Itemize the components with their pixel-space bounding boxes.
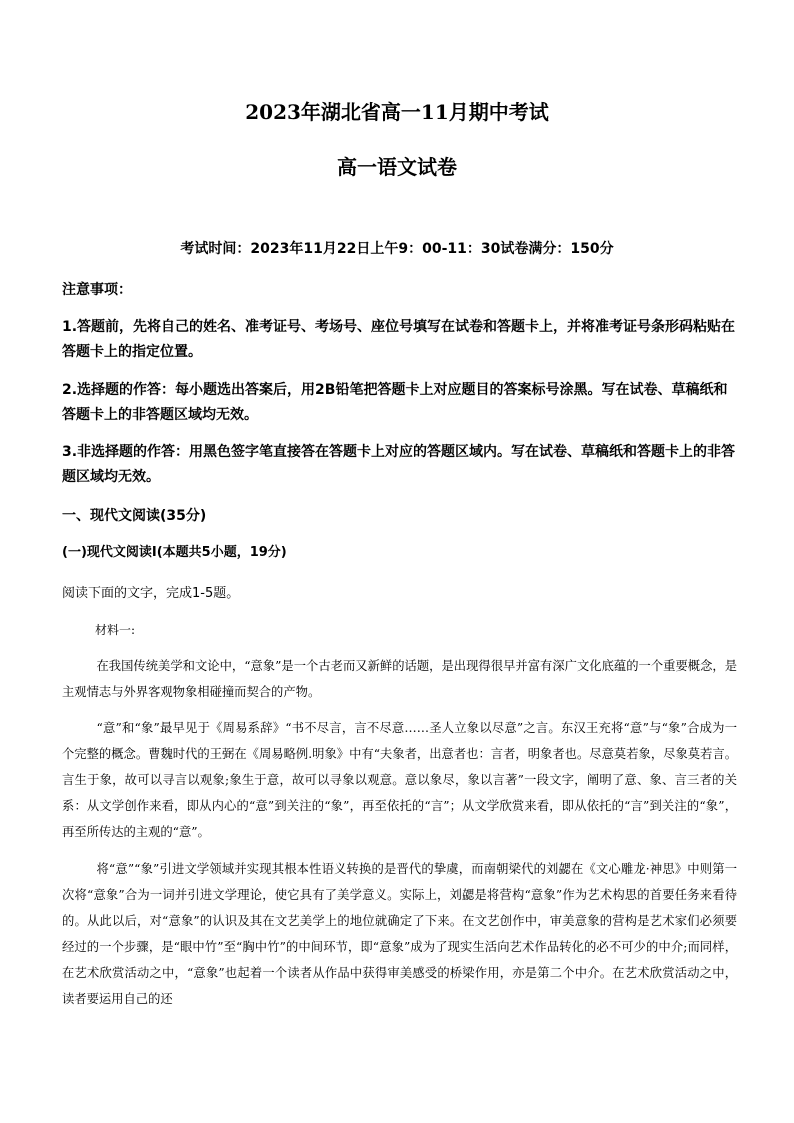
- paper-subtitle: 高一语文试卷: [337, 155, 457, 179]
- material-label: 材料一:: [95, 623, 136, 637]
- subsection-heading: (一)现代文阅读Ⅰ(本题共5小题，19分): [62, 545, 287, 560]
- passage-paragraph-2: “意”和“象”最早见于《周易系辞》“书不尽言，言不尽意……圣人立象以尽意”之言。东汉王充将“意”与“象”合成为一个完整的概念。曹魏时代的王弼在《周易略例.明象》中有“夫象者，出意者也：言者，明象者也。尽意莫若象，尽象莫若言。言生于象，故可以寻言以观象;象生于意，故可以寻象以观意。意以象尽，象以言著”一段文字，阐明了意、象、言三者的关系：从文学创作来看，即从内心的“意”到关注的“象”，再至依托的“言”；从文学欣赏来看，即从依托的“言”到关注的“象”，再至所传达的主观的“意”。: [62, 721, 737, 839]
- passage-paragraph-1: 在我国传统美学和文论中，“意象”是一个古老而又新鲜的话题，是出现得很早并富有深广文化底蕴的一个重要概念，是主观情志与外界客观物象相碰撞而契合的产物。: [62, 659, 737, 699]
- reading-instruction: 阅读下面的文字，完成1-5题。: [62, 586, 240, 601]
- passage-paragraph-3: 将“意”“象”引进文学领域并实现其根本性语义转换的是晋代的挚虞，而南朝梁代的刘勰在《文心雕龙·神思》中则第一次将“意象”合为一词并引进文学理论，使它具有了美学意义。实际上，刘勰是将营构“意象”作为艺术构思的首要任务来看待的。从此以后，对“意象”的认识及其在文艺美学上的地位就确定了下来。在文艺创作中，审美意象的营构是艺术家们必须要经过的一个步骤，是“眼中竹”至“胸中竹”的中间环节，即“意象”成为了现实生活向艺术作品转化的必不可少的中介;而同样，在艺术欣赏活动之中，“意象”也起着一个读者从作品中获得审美感受的桥梁作用，亦是第二个中介。在艺术欣赏活动之中，读者要运用自己的还: [62, 862, 737, 1006]
- notice-item-3: 3.非选择题的作答：用黑色签字笔直接答在答题卡上对应的答题区域内。写在试卷、草稿纸和答题卡上的非答题区域均无效。: [62, 444, 736, 485]
- exam-title: 2023年湖北省高一11月期中考试: [245, 100, 549, 124]
- notice-heading: 注意事项：: [62, 282, 132, 298]
- section-heading: 一、现代文阅读(35分): [62, 508, 207, 524]
- notice-item-1: 1.答题前，先将自己的姓名、准考证号、考场号、座位号填写在试卷和答题卡上，并将准考证号条形码粘贴在答题卡上的指定位置。: [62, 319, 736, 360]
- notice-item-2: 2.选择题的作答：每小题选出答案后，用2B铅笔把答题卡上对应题目的答案标号涂黑。写在试卷、草稿纸和答题卡上的非答题区域均无效。: [62, 382, 728, 423]
- exam-info: 考试时间：2023年11月22日上午9：00-11：30试卷满分：150分: [180, 241, 614, 257]
